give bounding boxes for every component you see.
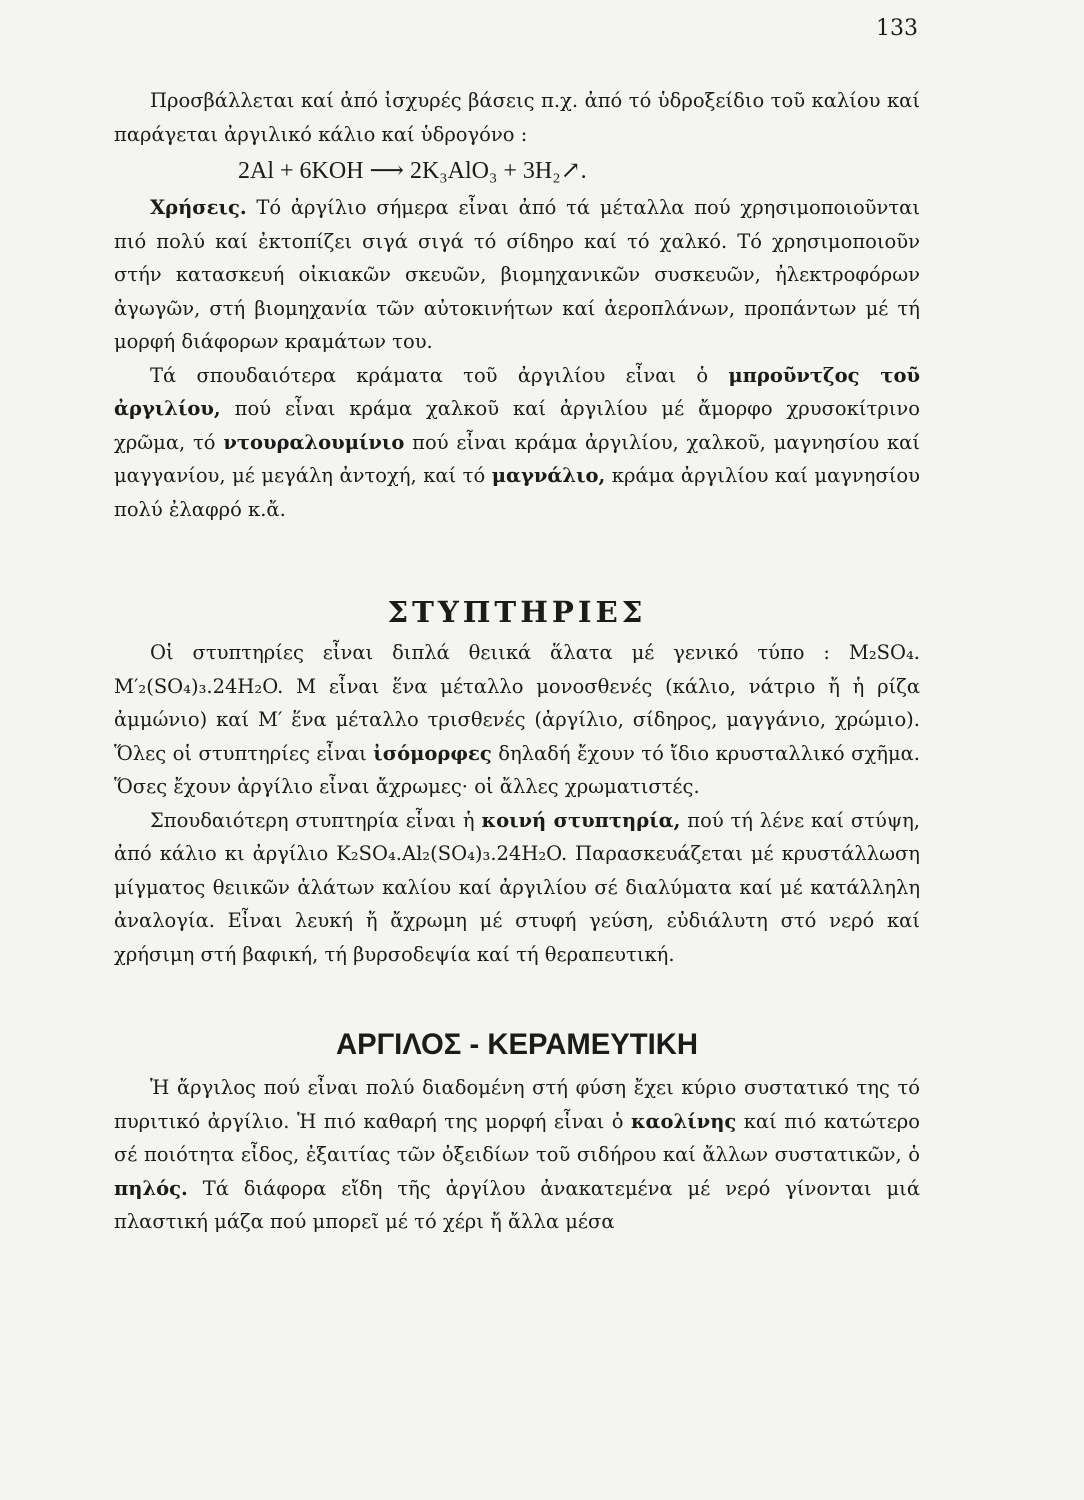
term-magnalium: μαγνάλιο, xyxy=(491,464,606,487)
common-alum-text-2: πού τή λένε καί στύψη, ἀπό κάλιο κι ἀργίλιο K₂SO₄.Al₂(SO₄)₃.24H₂O. Παρασκευάζεται μέ κρυστάλλωση μίγματος θειικῶν ἁλάτων καλίου καί ἀργιλίου σέ διαλύματα καί μέ κατάλληλη ἀναλογία. Εἶναι λευκή ἤ ἄχρωμη μέ στυφή γεύση, εὐδιάλυτη στό νερό καί χρήσιμη στή βαφική, τή βυρσοδεψία καί τή θεραπευτική. xyxy=(114,808,920,966)
term-pilos: πηλός. xyxy=(114,1176,188,1200)
term-isomorphous: ἰσόμορφες xyxy=(373,741,492,765)
section-heading-alums: ΣΤΥΠΤΗΡΙΕΣ xyxy=(387,595,647,629)
alloys-text-1: Τά σπουδαιότερα κράματα τοῦ ἀργιλίου εἶναι ὁ xyxy=(150,363,729,387)
clay-text-1: Ἡ ἄργιλος πού εἶναι πολύ διαδομένη στή φύση ἔχει κύριο συστατικό της τό πυριτικό ἀργίλιο. Ἡ πιό καθαρή της μορφή εἶναι ὁ xyxy=(114,1076,920,1133)
term-duralumin: ντουραλουμίνιο xyxy=(223,430,405,454)
term-kaolin: καολίνης xyxy=(630,1109,737,1133)
clay-text-2: καί πιό κατώτερο σέ ποιότητα εἶδος, ἐξαιτίας τῶν ὀξειδίων τοῦ σιδήρου καί ἄλλων συστατικῶν, ὁ xyxy=(114,1109,921,1166)
paragraph-base-attack: Προσβάλλεται καί ἀπό ἰσχυρές βάσεις π.χ. ἀπό τό ὑδροξείδιο τοῦ καλίου καί παράγεται ἀργιλικό κάλιο καί ὑδρογόνο : xyxy=(114,89,920,146)
paragraph-clay xyxy=(114,1071,920,1239)
section-heading-clay-ceramics: ΑΡΓΙΛΟΣ - ΚΕΡΑΜΕΥΤΙΚΗ xyxy=(335,1029,699,1061)
paragraph-uses xyxy=(114,191,920,359)
paragraph-common-alum xyxy=(114,804,920,972)
paragraph-alloys xyxy=(114,359,920,527)
term-common-alum: κοινή στυπτηρία, xyxy=(481,808,681,832)
page-number: 133 xyxy=(876,16,918,41)
alloys-text-4: κράμα ἀργιλίου καί μαγνησίου πολύ ἐλαφρό κ.ἄ. xyxy=(114,464,920,521)
page-body xyxy=(114,84,920,1239)
alums-text-2: δηλαδή ἔχουν τό ἴδιο κρυσταλλικό σχῆμα. Ὅσες ἔχουν ἀργίλιο εἶναι ἄχρωμες· οἱ ἄλλες χρωματιστές. xyxy=(114,741,920,798)
alloys-text-2: πού εἶναι κράμα χαλκοῦ καί ἀργιλίου μέ ἄμορφο χρυσοκίτρινο χρῶμα, τό xyxy=(114,397,920,454)
paragraph-alums-definition xyxy=(114,636,920,804)
uses-label: Χρήσεις. xyxy=(150,196,247,219)
uses-text: Τό ἀργίλιο σήμερα εἶναι ἀπό τά μέταλλα πού χρησιμοποιοῦνται πιό πολύ καί ἐκτοπίζει σιγά σιγά τό σίδηρο καί τό χαλκό. Τό χρησιμοποιοῦν στήν κατασκευή οἰκιακῶν σκευῶν, βιομηχανικῶν συσκευῶν, ἠλεκτροφόρων ἀγωγῶν, στή βιομηχανία τῶν αὐτοκινήτων καί ἀεροπλάνων, προπάντων μέ τή μορφή διάφορων κραμάτων του. xyxy=(114,196,920,353)
term-aluminium-bronze: μπροῦντζος τοῦ ἀργιλίου, xyxy=(114,363,920,420)
clay-text-3: Τά διάφορα εἴδη τῆς ἀργίλου ἀνακατεμένα μέ νερό γίνονται μιά πλαστική μάζα πού μπορεῖ μέ τό χέρι ἤ ἄλλα μέσα xyxy=(114,1176,920,1233)
common-alum-text-1: Σπουδαιότερη στυπτηρία εἶναι ἡ xyxy=(150,808,482,832)
alums-text-1: Οἱ στυπτηρίες εἶναι διπλά θειικά ἅλατα μέ γενικό τύπο : M₂SO₄. M′₂(SO₄)₃.24H₂O. M εἶναι ἕνα μέταλλο μονοσθενές (κάλιο, νάτριο ἤ ἡ ρίζα ἀμμώνιο) καί M′ ἕνα μέταλλο τρισθενές (ἀργίλιο, σίδηρος, μαγγάνιο, χρώμιο). Ὅλες οἱ στυπτηρίες εἶναι xyxy=(114,641,920,765)
reaction-equation: 2Al + 6KOH ⟶ 2K₃AlO₃ + 3H₂↗. xyxy=(238,158,587,184)
alloys-text-3: πού εἶναι κράμα ἀργιλίου, χαλκοῦ, μαγνησίου καί μαγγανίου, μέ μεγάλη ἀντοχή, καί τό xyxy=(114,430,921,487)
